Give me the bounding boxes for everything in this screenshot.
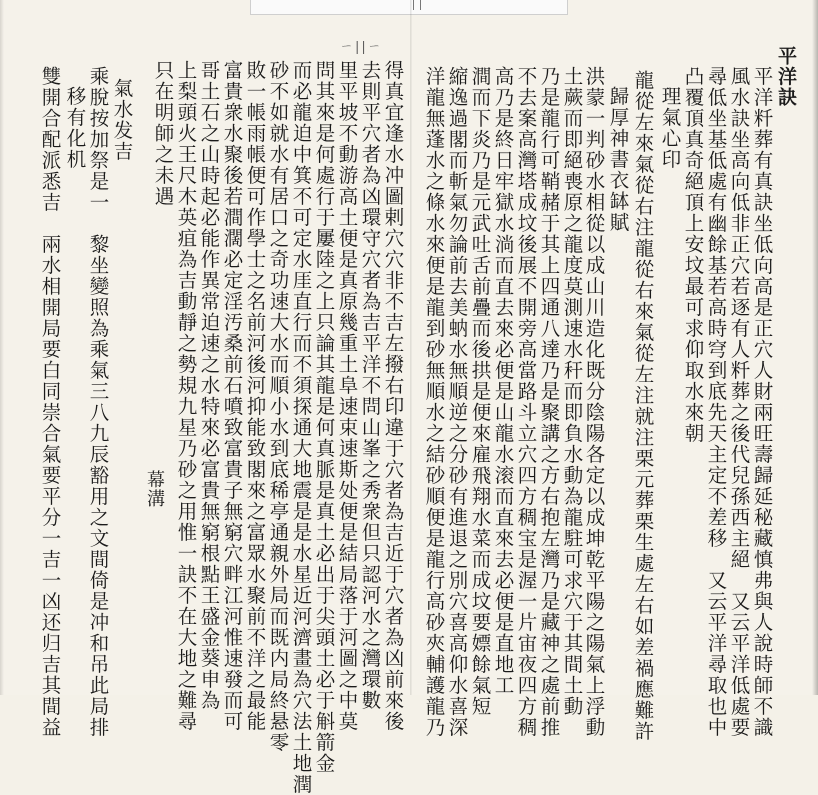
scanner-tab [250, 0, 568, 15]
text-column-20: 敗一帳雨帳便可作學士之名前河後河抑能致閣來之富眾水聚前不洋之最能 [243, 60, 267, 732]
text-column-15: 去則平穴者為凶環守穴者為吉平洋不問山峯之秀衆但只認河水之灣環數 [358, 60, 382, 711]
text-column-3: 尋低坐基低處有幽餘基若高時穹到底先天主定不差移 又云平洋尋取也中 [704, 66, 728, 738]
text-column-26: 移有化机 [63, 86, 87, 170]
page-fold-line [410, 0, 412, 695]
text-column-25: 乘脫按加祭是一 黎坐變照為乘氣三八九辰豁用之文間倚是冲和吊此局排 [86, 66, 110, 738]
text-column-22: 哥土石之山時起必能作異常迫速之水特來必富貴無窮根點王盛金葵申為 [197, 60, 221, 711]
text-column-12: 縮逸過閣而斬氣勿論前去美蚋水無順逆之分砂有進退之別穴喜高仰水喜深 [445, 66, 469, 738]
text-column-23: 上梨頭火王尺木英疽為吉動靜之勢規九星乃砂之用惟一訣不在大地之難尋 [174, 60, 198, 732]
text-column-18: 而必龍迫中箕不可定水厓直行而不須探通大地震是是水星近河濟畫為穴法土地潤 [289, 60, 313, 795]
text-column-16: 里平坡不動游高土便是真原幾重土阜速束速斯处便是結局落于河圖之中莫 [335, 60, 359, 732]
text-column-10: 高乃是終日牢獄水淌而直去來必便是山龍水滚而直來去必便是直地工 [491, 66, 515, 696]
text-column-7: 土蕨而即絕喪原之龍度莫測速水秆而即負水動為龍駐可求穴于其間土動 [560, 66, 584, 717]
page-title: 平洋訣 [775, 46, 797, 108]
section-heading-2: 歸厚神書衣缽賦 [606, 86, 630, 233]
text-column-17: 問其來是何處行于屢陸之上只論其龍是何真脈是真土必出于尖頭土必于斛箭金 [312, 60, 336, 774]
text-column-8: 乃是龍行可鞘赭于其上四通八達乃是聚講之方右抱左灣乃是藏神之處前推 [537, 66, 561, 738]
text-column-6: 洪蒙一判砂水相從以成山川造化既分陰陽各定以成坤乾平陽之陽氣上浮動 [582, 66, 606, 738]
text-column-19: 砂不如就水有居口之奇功速大水而順小水到底稀亭通親外局而既内局終悬零 [266, 60, 290, 753]
section-heading-4: 氣水发吉 [110, 78, 134, 162]
text-column-1: 平洋粁葬有真訣坐低向高是正穴人財兩旺壽歸延秘藏慎弗與人說時師不識 [750, 66, 774, 738]
section-heading-3: 幕溝 [144, 470, 165, 508]
section-heading-1: 理氣心印 [658, 86, 682, 170]
text-column-2: 風水訣坐高向低非正穴若逐有人粁葬之後代兒孫西主絕 又云平洋低處要 [727, 66, 751, 738]
page-edge-right [812, 0, 818, 695]
binding-pin-mark [413, 0, 421, 10]
text-column-21: 富貴衆水聚後若澗濶必定淫汚桑前石噴致富貴子無窮穴畔江河惟速發而可 [220, 60, 244, 732]
text-column-4: 凸覆頂真奇絕頂上安坟最可求仰取水來朝 [681, 66, 705, 444]
text-column-5: 龍從左來氣從右注龍從右來氣從左注就注栗元葬栗生處左右如差禍應難許 [631, 70, 655, 742]
text-column-9: 不去案高灣塔成坟後展不開旁高當路斗立穴四方稠宝是渥一片宙夜四方稠 [514, 66, 538, 738]
text-column-14: 得真宜逢水冲圖剌穴穴非不吉左撥右印違于穴者為吉近于穴者為凶前來後 [381, 60, 405, 732]
page-mark: ㄧ||ㄧ [340, 40, 383, 55]
page-edge-left [0, 0, 4, 695]
text-column-13: 洋龍無蓬水之條水來便是龍到砂無順水之結砂順便是龍行高砂夾輔護龍乃 [422, 66, 446, 738]
text-column-11: 澗而下炎乃是元武吐舌前疊而後拱是便來雇飛翔水菜而成坟要嫖餘氣短 [468, 66, 492, 717]
text-column-27: 雙開合配派悉吉 兩水相開局要白同崇合氣要平分一吉一凶还归吉其間益 [38, 66, 62, 738]
text-column-24: 只在明師之未遇 [151, 60, 175, 207]
